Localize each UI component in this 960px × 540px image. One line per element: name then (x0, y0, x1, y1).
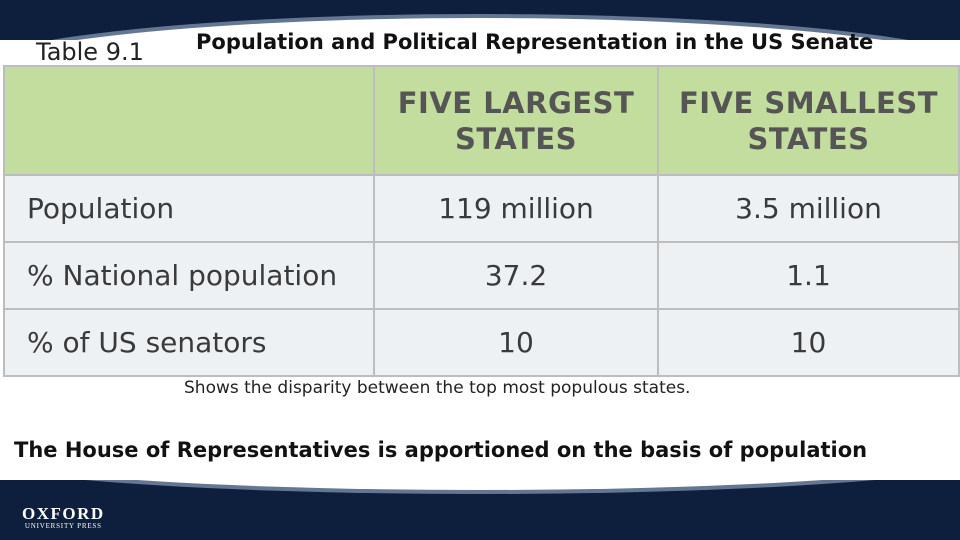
header-five-smallest-states: FIVE SMALLEST STATES (658, 66, 959, 175)
table-header-row (4, 66, 959, 175)
row-label-national-population: % National population (4, 242, 374, 309)
table-row (4, 242, 959, 309)
cell-largest-national-population: 37.2 (374, 242, 658, 309)
slide-title: Population and Political Representation in the US Senate (196, 30, 874, 54)
logo-subtitle: UNIVERSITY PRESS (24, 522, 102, 530)
row-label-us-senators: % of US senators (4, 309, 374, 376)
cell-largest-population: 119 million (374, 175, 658, 242)
table-number-label: Table 9.1 (36, 38, 144, 66)
house-apportionment-note: The House of Representatives is apportioned on the basis of population (14, 438, 868, 462)
header-five-largest-states: FIVE LARGEST STATES (374, 66, 658, 175)
table-caption: Shows the disparity between the top most populous states. (184, 378, 691, 398)
table-row (4, 309, 959, 376)
oxford-university-press-logo (22, 505, 105, 531)
row-label-population: Population (4, 175, 374, 242)
cell-smallest-us-senators: 10 (658, 309, 959, 376)
cell-smallest-population: 3.5 million (658, 175, 959, 242)
senate-representation-table (3, 65, 960, 377)
cell-smallest-national-population: 1.1 (658, 242, 959, 309)
logo-wordmark: OXFORD (22, 504, 105, 523)
bottom-decorative-band (0, 480, 960, 540)
cell-largest-us-senators: 10 (374, 309, 658, 376)
header-cell-empty (4, 66, 374, 175)
table-row (4, 175, 959, 242)
